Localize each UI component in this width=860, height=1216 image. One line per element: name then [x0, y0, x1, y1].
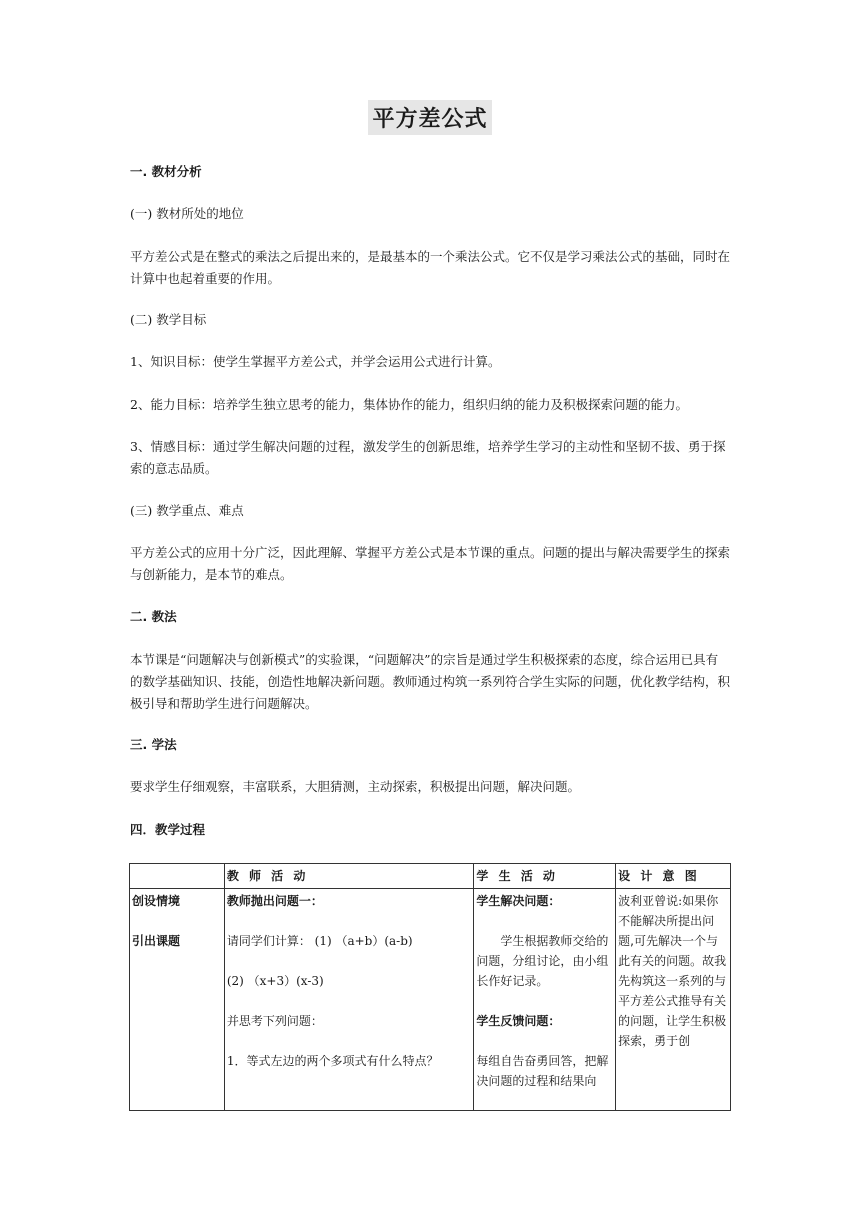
teaching-process-table — [129, 863, 731, 1111]
student-activity-cell — [474, 889, 616, 1111]
section2-heading: 二. 教法 — [130, 609, 177, 624]
section3-paragraph: 要求学生仔细观察，丰富联系，大胆猜测，主动探索，积极提出问题，解决问题。 — [130, 779, 581, 794]
design-prefix: 波利亚曾说: — [618, 894, 683, 908]
teacher-question-lead: 教师抛出问题一： — [226, 894, 323, 908]
stage-label-1: 创设情境 — [132, 894, 181, 908]
teacher-question-1: 1．等式左边的两个多项式有什么特点？ — [226, 1054, 439, 1068]
student-feedback-text: 每组自告奋勇回答，把解决问题的过程和结果向 — [476, 1054, 609, 1088]
student-solve-text: 学生根据教师交给的问题，分组讨论，由小组长作好记录。 — [476, 934, 609, 988]
section1-paragraph2: 平方差公式的应用十分广泛，因此理解、掌握平方差公式是本节课的重点。问题的提出与解决需要学生的探索与创新能力，是本节的难点。 — [130, 545, 731, 582]
student-solve-lead: 学生解决问题： — [476, 894, 561, 908]
stage-cell — [130, 889, 225, 1111]
teacher-calc-2: (2) （x+3）(x-3) — [226, 974, 324, 988]
goal-ability: 2、能力目标：培养学生独立思考的能力，集体协作的能力，组织归纳的能力及积极探索问题的能力。 — [130, 397, 688, 412]
design-rest: 故我先构筑这一系列的与平方差公式推导有关的问题，让学生积极探索，勇于创 — [618, 954, 727, 1048]
section4-heading: 四．教学过程 — [130, 822, 206, 837]
design-quote: 如果你不能解决所提出问题,可先解决一个与此有关的问题。 — [618, 894, 719, 968]
section1-sub3: (三) 教学重点、难点 — [130, 503, 244, 518]
header-design-intent: 设 计 意 图 — [616, 864, 731, 889]
teacher-activity-cell — [224, 889, 474, 1111]
section1-paragraph1: 平方差公式是在整式的乘法之后提出来的，是最基本的一个乘法公式。它不仅是学习乘法公式的基础，同时在计算中也起着重要的作用。 — [130, 249, 731, 286]
goal-knowledge: 1、知识目标：使学生掌握平方差公式，并学会运用公式进行计算。 — [130, 354, 501, 369]
header-cell-empty — [130, 864, 225, 889]
table-row — [130, 889, 731, 1111]
section3-heading: 三. 学法 — [130, 737, 177, 752]
student-feedback-lead: 学生反馈问题： — [476, 1014, 561, 1028]
section2-paragraph: 本节课是“问题解决与创新模式”的实验课，“问题解决”的宗旨是通过学生积极探索的态度，综合运用已具有的数学基础知识、技能，创造性地解决新问题。教师通过构筑一系列符合学生实际的问题，优化教学结构，积极引导和帮助学生进行问题解决。 — [130, 652, 731, 711]
title-text: 平方差公式 — [368, 100, 491, 135]
section1-sub2: (二) 教学目标 — [130, 312, 207, 327]
stage-label-2: 引出课题 — [132, 934, 181, 948]
section1-heading: 一. 教材分析 — [130, 164, 202, 179]
header-student-activity: 学 生 活 动 — [474, 864, 616, 889]
section1-sub1: (一) 教材所处的地位 — [130, 206, 244, 221]
goal-emotion: 3、情感目标：通过学生解决问题的过程，激发学生的创新思维，培养学生学习的主动性和坚韧不拔、勇于探索的意志品质。 — [130, 439, 726, 476]
design-intent-cell — [616, 889, 731, 1111]
document-title — [0, 100, 860, 135]
header-teacher-activity: 教 师 活 动 — [224, 864, 474, 889]
teacher-think: 并思考下列问题： — [226, 1014, 323, 1028]
table-header-row — [130, 864, 731, 889]
teacher-calc-1: 请同学们计算： (1) （a+b）(a-b) — [226, 934, 413, 948]
